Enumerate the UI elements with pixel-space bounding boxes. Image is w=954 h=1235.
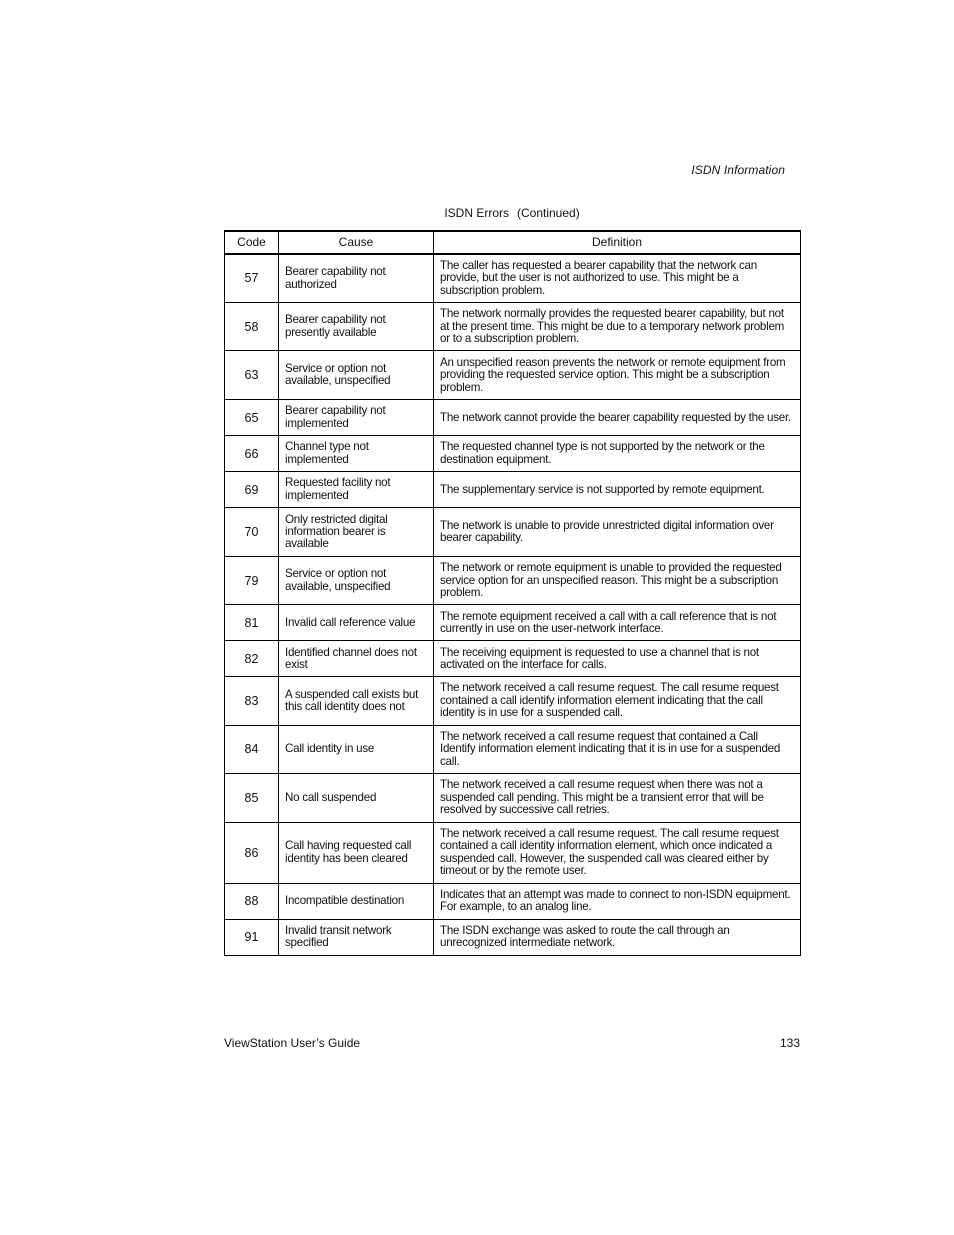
table-caption [224,206,800,220]
table-row [225,303,801,351]
table-row [225,773,801,822]
table-body [225,254,801,955]
table-row [225,436,801,472]
column-header-code: Code [225,231,279,254]
isdn-errors-table [224,230,801,956]
cause-cell: Only restricted digital information bearer is available [279,508,434,557]
cause-cell: Bearer capability not implemented [279,400,434,436]
table-row [225,883,801,919]
code-cell: 65 [225,400,279,436]
cause-cell: Bearer capability not presently available [279,303,434,351]
definition-cell: The network is unable to provide unrestricted digital information over bearer capability. [434,508,801,557]
cause-cell: Call identity in use [279,725,434,773]
table-header-row [225,231,801,254]
cause-cell: Identified channel does not exist [279,641,434,677]
cause-cell: Channel type not implemented [279,436,434,472]
definition-cell: Indicates that an attempt was made to connect to non-ISDN equipment. For example, to an analog line. [434,883,801,919]
code-cell: 91 [225,919,279,955]
table-row [225,919,801,955]
code-cell: 79 [225,557,279,605]
table-title: ISDN Errors [444,206,509,220]
table-row [225,641,801,677]
cause-cell: Service or option not available, unspecified [279,351,434,400]
table-row [225,725,801,773]
table-row [225,557,801,605]
code-cell: 63 [225,351,279,400]
definition-cell: The supplementary service is not supported by remote equipment. [434,472,801,508]
code-cell: 82 [225,641,279,677]
code-cell: 70 [225,508,279,557]
code-cell: 86 [225,822,279,883]
running-footer [224,1036,800,1050]
definition-cell: The network or remote equipment is unable to provided the requested service option for an unspecified reason. This might be a subscription problem. [434,557,801,605]
page-number: 133 [779,1036,800,1050]
definition-cell: The network received a call resume request. The call resume request contained a call identify information element indicating that the call identity is in use for a suspended call. [434,677,801,725]
code-cell: 88 [225,883,279,919]
cause-cell: Invalid transit network specified [279,919,434,955]
table-row [225,677,801,725]
table-row [225,605,801,641]
table-row [225,254,801,303]
code-cell: 58 [225,303,279,351]
definition-cell: An unspecified reason prevents the network or remote equipment from providing the requested service option. This might be a subscription problem. [434,351,801,400]
definition-cell: The network cannot provide the bearer capability requested by the user. [434,400,801,436]
cause-cell: Incompatible destination [279,883,434,919]
code-cell: 84 [225,725,279,773]
cause-cell: Requested facility not implemented [279,472,434,508]
definition-cell: The network received a call resume request. The call resume request contained a call identity information element, which once indicated a suspended call. However, the suspended call was cleared either by timeout or by the remote user. [434,822,801,883]
definition-cell: The remote equipment received a call with a call reference that is not currently in use on the user-network interface. [434,605,801,641]
cause-cell: A suspended call exists but this call identity does not [279,677,434,725]
code-cell: 57 [225,254,279,303]
cause-cell: Service or option not available, unspecified [279,557,434,605]
cause-cell: Bearer capability not authorized [279,254,434,303]
table-continued-label: (Continued) [516,206,580,220]
definition-cell: The requested channel type is not supported by the network or the destination equipment. [434,436,801,472]
definition-cell: The caller has requested a bearer capability that the network can provide, but the user is not authorized to use. This might be a subscription problem. [434,254,801,303]
definition-cell: The receiving equipment is requested to use a channel that is not activated on the interface for calls. [434,641,801,677]
definition-cell: The ISDN exchange was asked to route the call through an unrecognized intermediate network. [434,919,801,955]
definition-cell: The network received a call resume request that contained a Call Identify information element indicating that it is in use for a suspended call. [434,725,801,773]
book-title: ViewStation User’s Guide [224,1036,361,1050]
code-cell: 69 [225,472,279,508]
column-header-definition: Definition [434,231,801,254]
definition-cell: The network normally provides the requested bearer capability, but not at the present time. This might be due to a temporary network problem or to a subscription problem. [434,303,801,351]
code-cell: 85 [225,773,279,822]
code-cell: 81 [225,605,279,641]
column-header-cause: Cause [279,231,434,254]
table-row [225,822,801,883]
table-row [225,351,801,400]
running-header: ISDN Information [691,163,785,177]
table-row [225,472,801,508]
cause-cell: Invalid call reference value [279,605,434,641]
table-row [225,400,801,436]
code-cell: 66 [225,436,279,472]
code-cell: 83 [225,677,279,725]
cause-cell: Call having requested call identity has been cleared [279,822,434,883]
table-row [225,508,801,557]
definition-cell: The network received a call resume request when there was not a suspended call pending. This might be a transient error that will be resolved by successive call retries. [434,773,801,822]
cause-cell: No call suspended [279,773,434,822]
